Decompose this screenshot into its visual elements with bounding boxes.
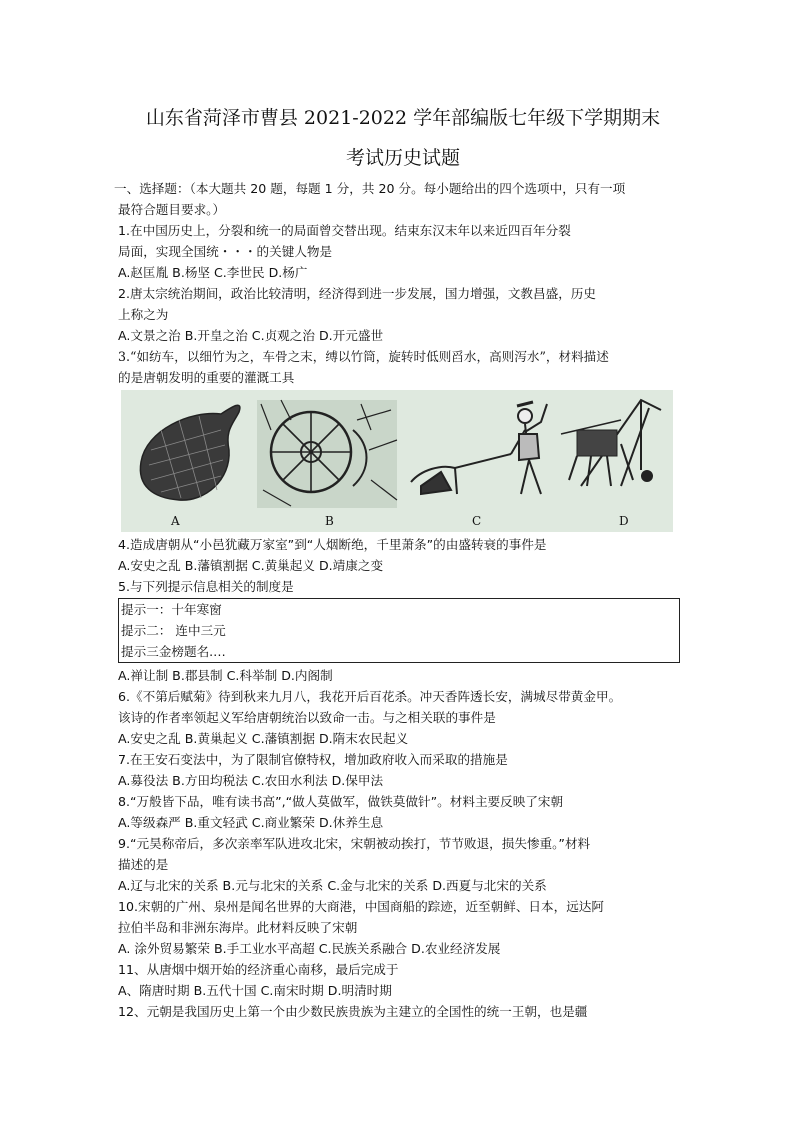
q4-options: A.安史之乱 B.藩镇割据 C.黄巢起义 D.靖康之变 [118, 558, 384, 573]
q5-options: A.禅让制 B.郡县制 C.科举制 D.内阁制 [118, 668, 333, 683]
q1-stem-cont: 局面，实现全国统・・・的关键人物是 [118, 244, 333, 259]
q1-stem: 1.在中国历史上，分裂和统一的局面曾交替出现。结束东汉末年以来近四百年分裂 [118, 223, 571, 238]
q1-options: A.赵匡胤 B.杨坚 C.李世民 D.杨广 [118, 265, 308, 280]
q11-options: A、隋唐时期 B.五代十国 C.南宋时期 D.明清时期 [118, 983, 392, 998]
q9-stem-cont: 描述的是 [118, 857, 169, 872]
q2-options: A.文景之治 B.开皇之治 C.贞观之治 D.开元盛世 [118, 328, 384, 343]
q10-stem-cont: 拉伯半岛和非洲东海岸。此材料反映了宋朝 [118, 920, 358, 935]
q5-hint-1: 提示一：十年寒窗 [121, 602, 222, 617]
q5-hint-3: 提示三金榜题名.… [121, 644, 226, 659]
q5-stem: 5.与下列提示信息相关的制度是 [118, 579, 294, 594]
q5-hint-2: 提示二： 连中三元 [121, 623, 226, 638]
q6-options: A.安史之乱 B.黄巢起义 C.藩镇割据 D.隋末农民起义 [118, 731, 409, 746]
document-page [114, 100, 688, 1022]
figure-a-basket [140, 405, 240, 500]
figure-label-d: D [619, 514, 629, 528]
q11-stem: 11、从唐烟中烟开始的经济重心南移，最后完成于 [118, 962, 399, 977]
q10-options: A. 涂外贸易繁荣 B.手工业水平高超 C.民族关系融合 D.农业经济发展 [118, 941, 501, 956]
q2-stem-cont: 上称之为 [118, 307, 169, 322]
q9-options: A.辽与北宋的关系 B.元与北宋的关系 C.金与北宋的关系 D.西夏与北宋的关系 [118, 878, 547, 893]
figure-d-pump [561, 400, 661, 486]
section-heading: 一、选择题：（本大题共 20 题，每题 1 分，共 20 分。每小题给出的四个选项中，只有一项 [114, 181, 626, 196]
q4-stem: 4.造成唐朝从“小邑犹藏万家室”到“人烟断绝，千里萧条”的由盛转衰的事件是 [118, 537, 547, 552]
q3-stem-cont: 的是唐朝发明的重要的灌溉工具 [118, 370, 295, 385]
q8-options: A.等级森严 B.重文轻武 C.商业繁荣 D.休养生息 [118, 815, 384, 830]
q6-stem-cont: 该诗的作者率领起义军给唐朝统治以致命一击。与之相关联的事件是 [118, 710, 496, 725]
q9-stem: 9.“元昊称帝后，多次亲率军队进攻北宋，宋朝被动挨打，节节败退，损失惨重。”材料 [118, 836, 591, 851]
figure-label-b: B [325, 514, 334, 528]
q7-stem: 7.在王安石变法中，为了限制官僚特权，增加政府收入而采取的措施是 [118, 752, 508, 767]
q10-stem: 10.宋朝的广州、泉州是闻名世界的大商港，中国商船的踪迹，近至朝鲜、日本，远达阿 [118, 899, 604, 914]
title-line-2: 考试历史试题 [345, 147, 460, 169]
figure-c-plough [411, 402, 547, 494]
figure-drawing [121, 390, 673, 532]
figure-label-a: A [171, 514, 180, 528]
q5-hint-box [118, 598, 680, 663]
q8-stem: 8.“万般皆下品，唯有读书高”,“做人莫做军，做铁莫做针”。材料主要反映了宋朝 [118, 794, 564, 809]
q3-stem: 3.“如纺车，以细竹为之，车骨之末，缚以竹筒，旋转时低则舀水，高则泻水”，材料描述 [118, 349, 609, 364]
title-line-1: 山东省菏泽市曹县 2021-2022 学年部编版七年级下学期期末 [145, 107, 661, 129]
q12-stem: 12、元朝是我国历史上第一个由少数民族贵族为主建立的全国性的统一王朝，也是疆 [118, 1004, 588, 1019]
irrigation-tools-figure [121, 390, 673, 532]
section-heading-cont: 最符合题目要求。） [118, 202, 226, 217]
q6-stem: 6.《不第后赋菊》待到秋来九月八，我花开后百花杀。冲天香阵透长安，满城尽带黄金甲。 [118, 689, 622, 704]
figure-b-waterwheel [257, 400, 397, 508]
q2-stem: 2.唐太宗统治期间，政治比较清明，经济得到进一步发展，国力增强，文教昌盛，历史 [118, 286, 596, 301]
q7-options: A.募役法 B.方田均税法 C.农田水利法 D.保甲法 [118, 773, 384, 788]
figure-label-c: C [472, 514, 482, 528]
